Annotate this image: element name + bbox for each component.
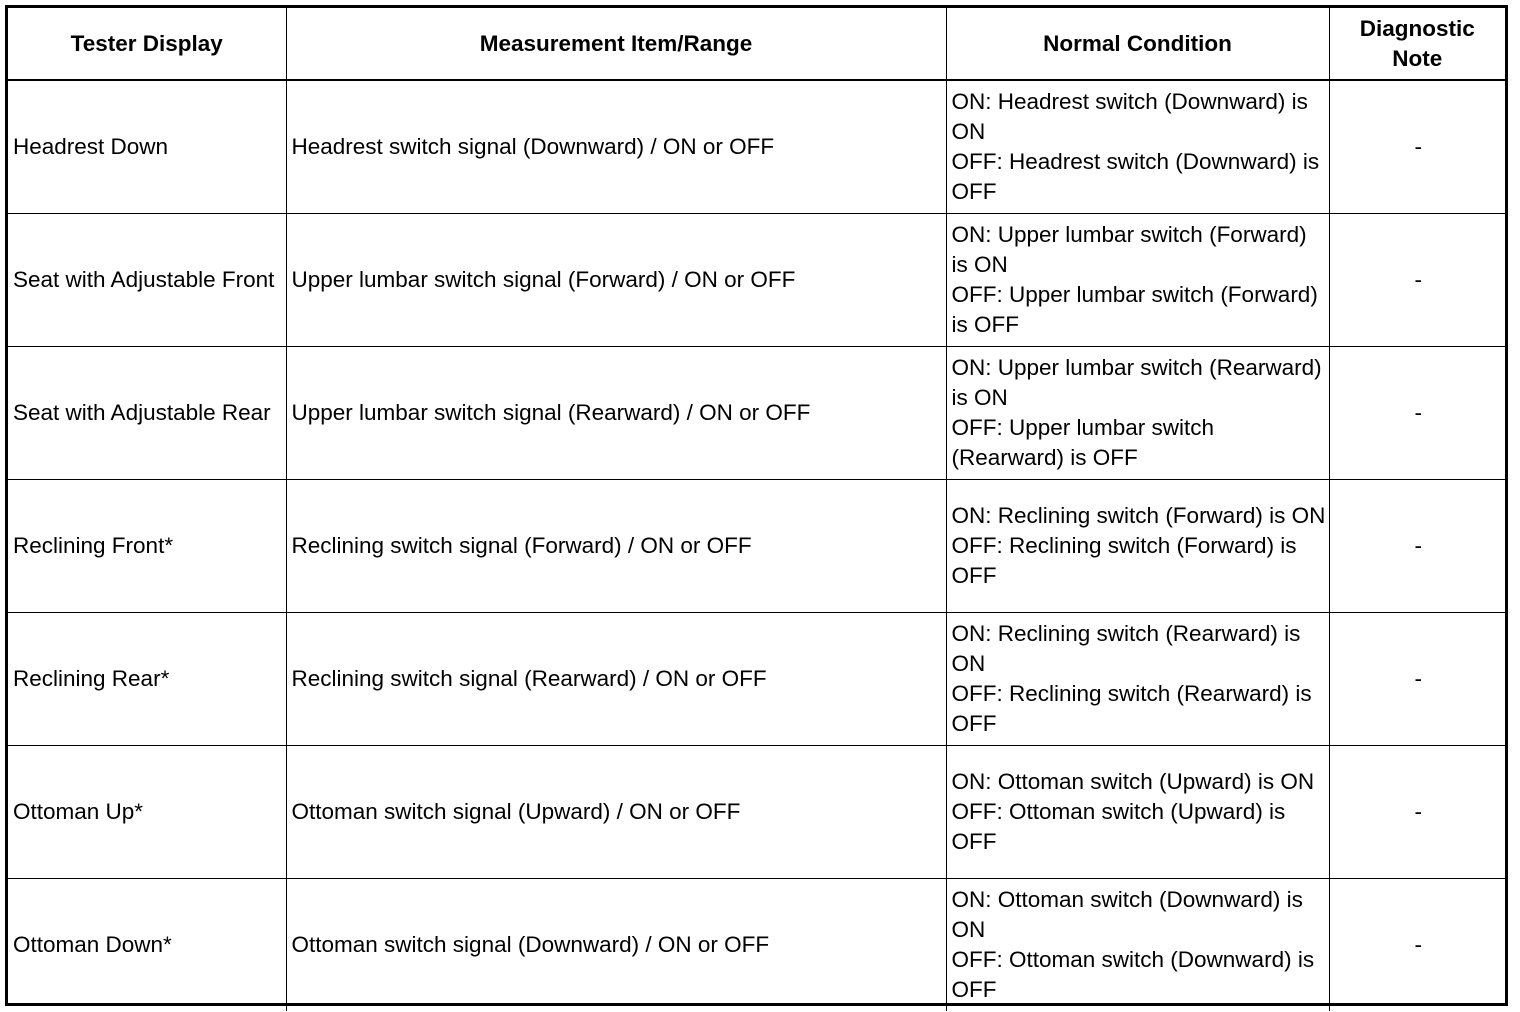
measurement-cell: Reclining switch signal (Forward) / ON or OFF (286, 480, 946, 613)
table-row (8, 80, 1505, 214)
tester-data-table (8, 8, 1505, 1011)
table-row (8, 879, 1505, 1012)
diagnostic-note-cell: - (1329, 347, 1505, 480)
table-header (8, 8, 1505, 80)
condition-on-text: ON: Upper lumbar switch (Forward) is ON (951, 222, 1307, 277)
normal-condition-cell (946, 80, 1329, 214)
condition-on-text: ON: Upper lumbar switch (Rearward) is ON (951, 355, 1322, 410)
measurement-cell: Ottoman switch signal (Upward) / ON or OFF (286, 746, 946, 879)
diagnostic-note-cell: - (1329, 480, 1505, 613)
condition-off-text: OFF: Reclining switch (Rearward) is OFF (951, 681, 1312, 736)
measurement-cell: Headrest switch signal (Downward) / ON or OFF (286, 80, 946, 214)
header-diagnostic-note: Diagnostic Note (1329, 8, 1505, 80)
condition-on-text: ON: Ottoman switch (Upward) is ON (951, 769, 1315, 794)
condition-off-text: OFF: Upper lumbar switch (Rearward) is OFF (951, 415, 1215, 470)
normal-condition-cell (946, 214, 1329, 347)
header-row (8, 8, 1505, 80)
table-body (8, 80, 1505, 1011)
condition-off-text: OFF: Ottoman switch (Downward) is OFF (951, 947, 1315, 1002)
tester-display-cell: Ottoman Up* (8, 746, 286, 879)
condition-on-text: ON: Headrest switch (Downward) is ON (951, 89, 1308, 144)
tester-display-cell: Reclining Rear* (8, 613, 286, 746)
diagnostic-note-cell: - (1329, 879, 1505, 1012)
diagnostic-note-cell: - (1329, 746, 1505, 879)
measurement-cell: Reclining switch signal (Rearward) / ON or OFF (286, 613, 946, 746)
measurement-cell: Upper lumbar switch signal (Forward) / ON or OFF (286, 214, 946, 347)
normal-condition-cell (946, 879, 1329, 1012)
condition-on-text: ON: Ottoman switch (Downward) is ON (951, 887, 1303, 942)
header-normal-condition: Normal Condition (946, 8, 1329, 80)
table-row (8, 480, 1505, 613)
measurement-cell: Ottoman switch signal (Downward) / ON or OFF (286, 879, 946, 1012)
diagnostic-note-cell: - (1329, 80, 1505, 214)
condition-off-text: OFF: Ottoman switch (Upward) is OFF (951, 799, 1286, 854)
tester-display-cell: Ottoman Down* (8, 879, 286, 1012)
tester-display-cell: Reclining Front* (8, 480, 286, 613)
diagnostic-note-cell: - (1329, 214, 1505, 347)
tester-display-cell: Seat with Adjustable Front (8, 214, 286, 347)
table-row (8, 347, 1505, 480)
table-row (8, 746, 1505, 879)
tester-display-cell: Seat with Adjustable Rear (8, 347, 286, 480)
normal-condition-cell (946, 746, 1329, 879)
table-row (8, 613, 1505, 746)
normal-condition-cell (946, 480, 1329, 613)
condition-off-text: OFF: Headrest switch (Downward) is OFF (951, 149, 1320, 204)
condition-off-text: OFF: Upper lumbar switch (Forward) is OFF (951, 282, 1318, 337)
normal-condition-cell (946, 347, 1329, 480)
normal-condition-cell (946, 613, 1329, 746)
tester-display-cell: Headrest Down (8, 80, 286, 214)
table-row (8, 214, 1505, 347)
diagnostic-note-cell: - (1329, 613, 1505, 746)
header-tester-display: Tester Display (8, 8, 286, 80)
condition-on-text: ON: Reclining switch (Rearward) is ON (951, 621, 1301, 676)
measurement-cell: Upper lumbar switch signal (Rearward) / ON or OFF (286, 347, 946, 480)
condition-off-text: OFF: Reclining switch (Forward) is OFF (951, 533, 1297, 588)
tester-data-table-frame (5, 5, 1508, 1006)
header-measurement-item-range: Measurement Item/Range (286, 8, 946, 80)
condition-on-text: ON: Reclining switch (Forward) is ON (951, 503, 1326, 528)
